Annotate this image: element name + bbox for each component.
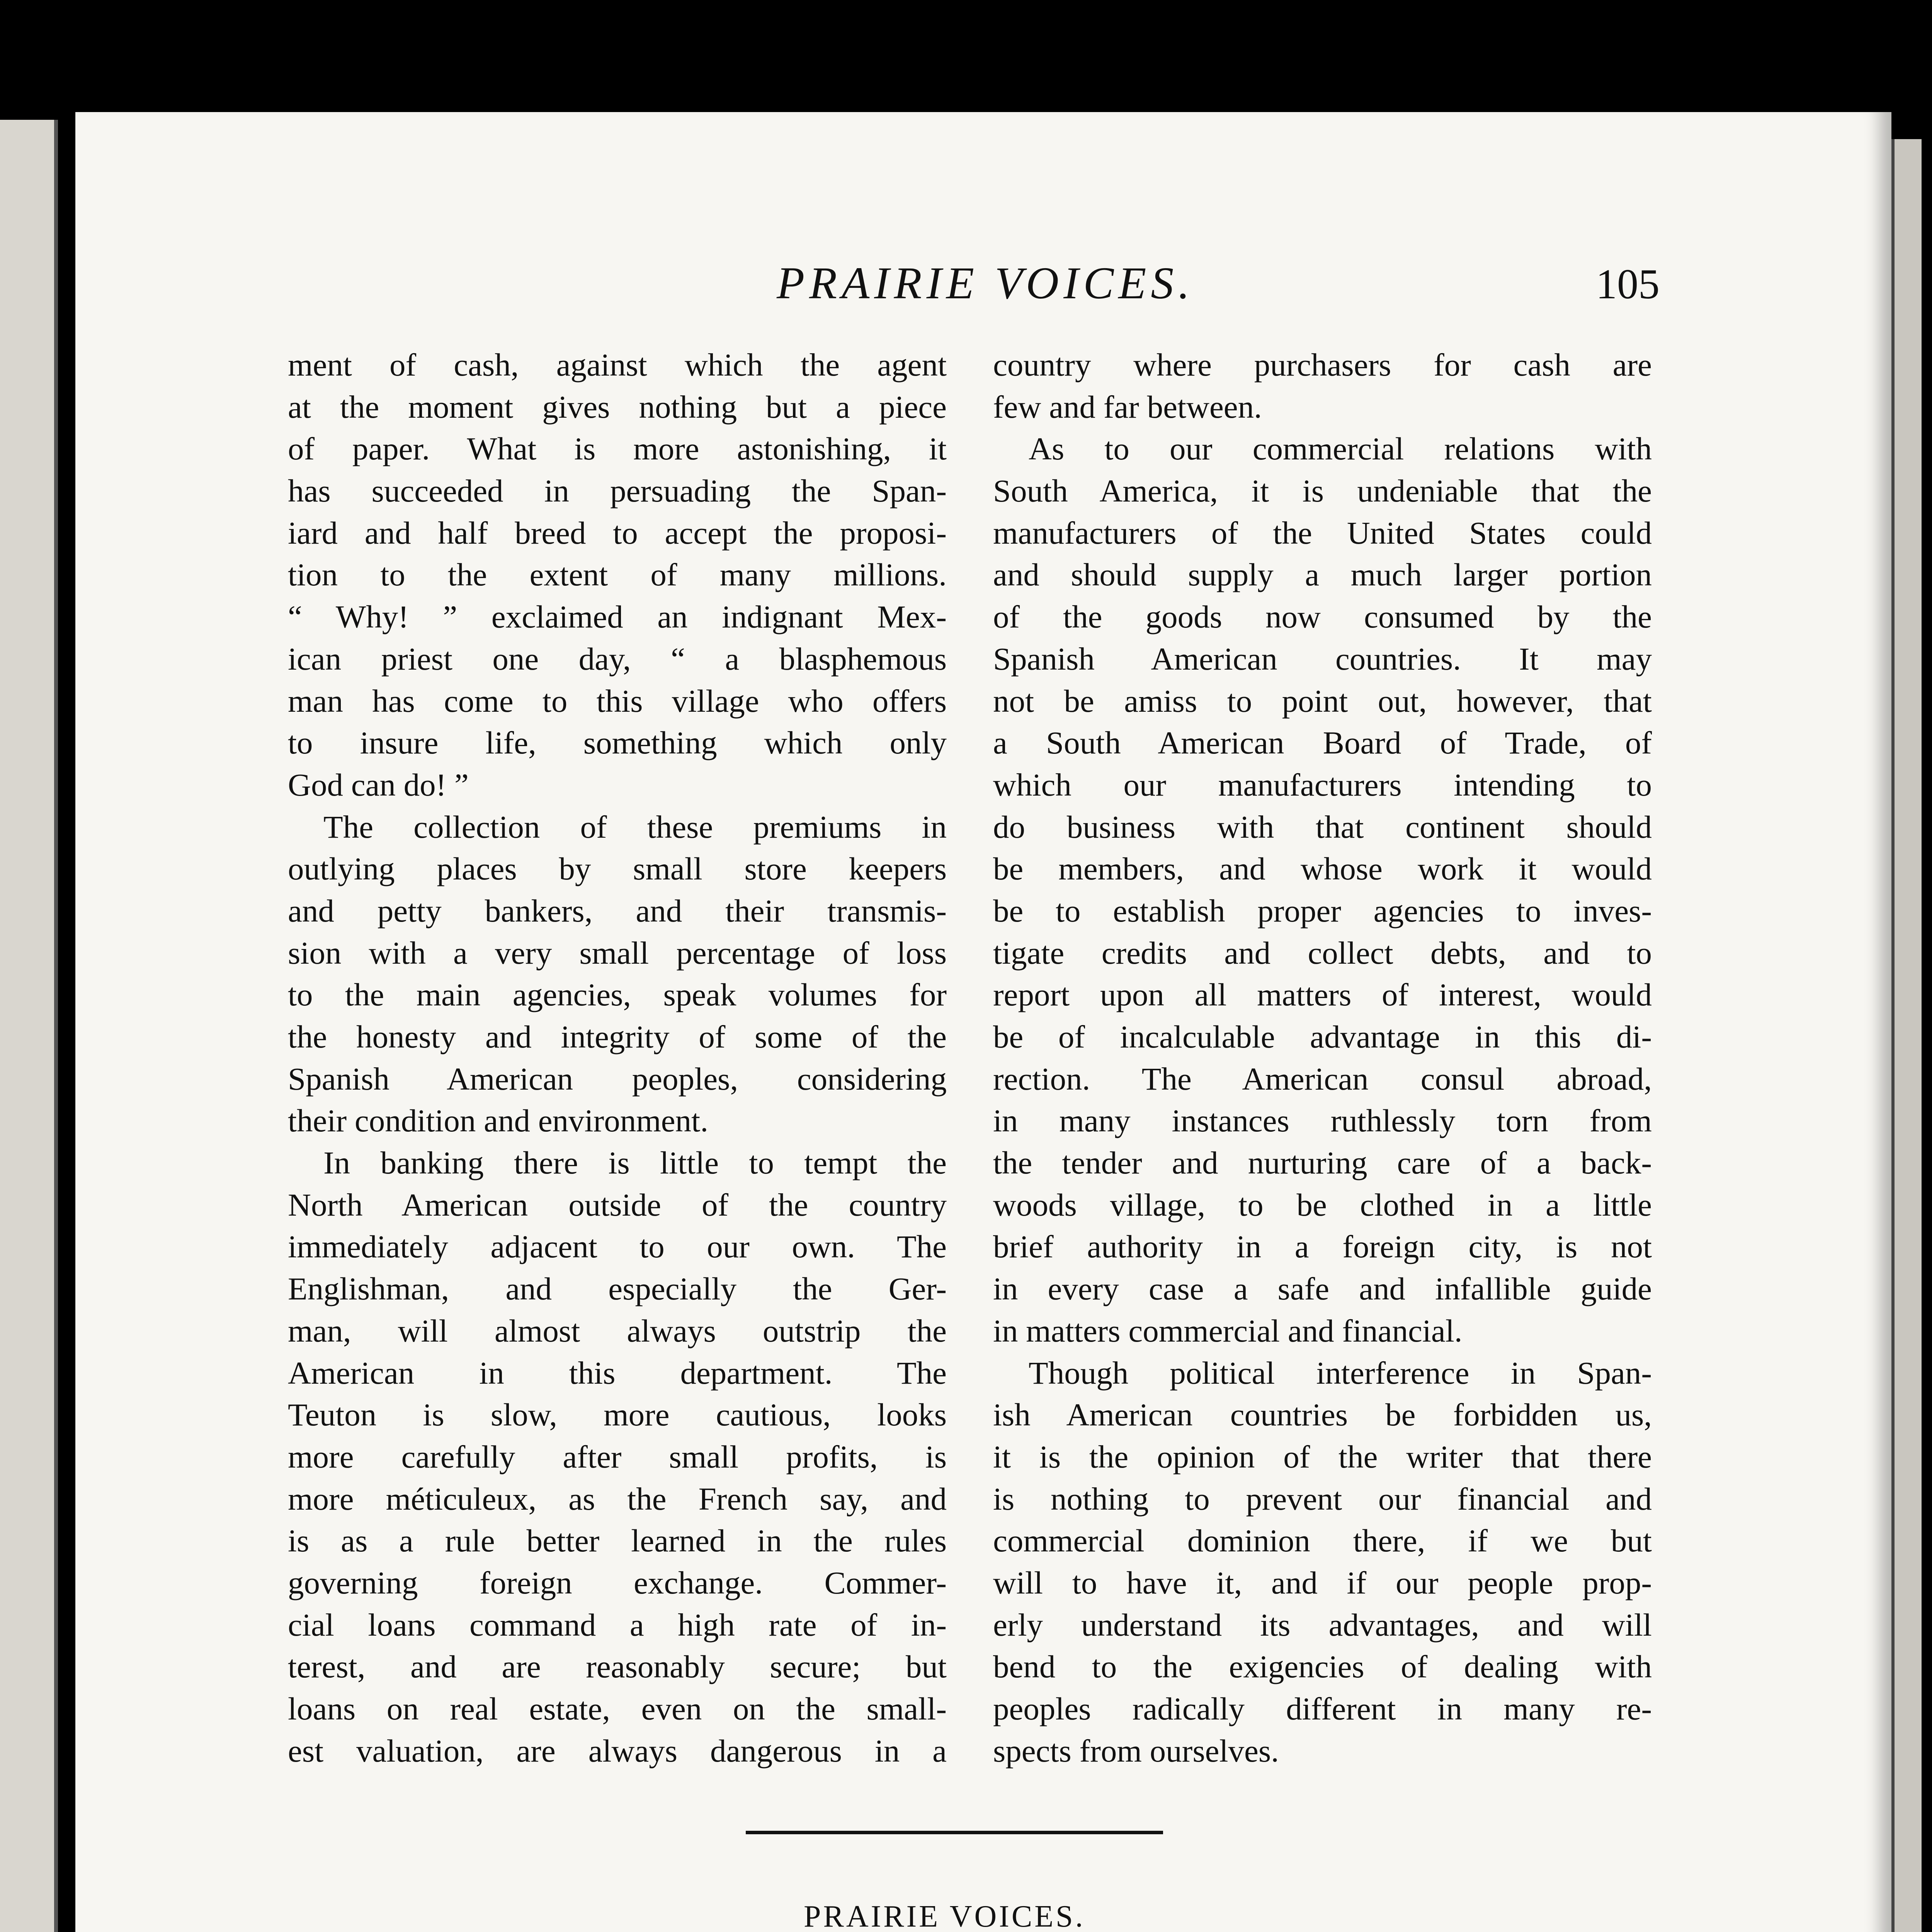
text-line: in matters commercial and financial. — [993, 1313, 1463, 1349]
facing-page-edge — [0, 120, 58, 1932]
text-line: to the main agencies, speak volumes for — [288, 977, 947, 1013]
text-line: In banking there is little to tempt the — [323, 1145, 947, 1181]
text-line: As to our commercial relations with — [1029, 431, 1652, 467]
text-line: Though political interference in Span- — [1029, 1355, 1652, 1391]
text-line: peoples radically different in many re- — [993, 1691, 1652, 1726]
text-line: not be amiss to point out, however, that — [993, 683, 1652, 719]
text-line: ish American countries be forbidden us, — [993, 1397, 1652, 1433]
text-line: ican priest one day, “ a blasphemous — [288, 641, 947, 677]
text-line: the honesty and integrity of some of the — [288, 1019, 947, 1054]
text-line: be members, and whose work it would — [993, 851, 1652, 887]
running-head: PRAIRIE VOICES. — [777, 258, 1194, 308]
text-line: iard and half breed to accept the proposi- — [288, 515, 947, 551]
text-line: report upon all matters of interest, would — [993, 977, 1652, 1013]
page-number: 105 — [1596, 260, 1660, 308]
text-line: it is the opinion of the writer that there — [993, 1439, 1652, 1475]
text-line: country where purchasers for cash are — [993, 347, 1652, 383]
text-line: more carefully after small profits, is — [288, 1439, 947, 1475]
text-line: is nothing to prevent our financial and — [993, 1481, 1652, 1517]
text-line: sion with a very small percentage of loss — [288, 935, 947, 971]
text-line: Teuton is slow, more cautious, looks — [288, 1397, 947, 1433]
right-text-column — [993, 344, 1652, 1772]
text-line: to insure life, something which only — [288, 725, 947, 761]
text-line: immediately adjacent to our own. The — [288, 1229, 947, 1265]
text-line: rection. The American consul abroad, — [993, 1061, 1652, 1097]
text-line: est valuation, are always dangerous in a — [288, 1733, 947, 1769]
text-line: woods village, to be clothed in a little — [993, 1187, 1652, 1223]
poem-title: PRAIRIE VOICES. — [804, 1900, 1085, 1932]
text-line: man has come to this village who offers — [288, 683, 947, 719]
text-line: their condition and environment. — [288, 1103, 708, 1139]
text-line: loans on real estate, even on the small- — [288, 1691, 947, 1726]
text-line: The collection of these premiums in — [323, 809, 947, 845]
text-line: and petty bankers, and their transmis- — [288, 893, 947, 929]
text-line: has succeeded in persuading the Span- — [288, 473, 947, 509]
text-line: Englishman, and especially the Ger- — [288, 1271, 947, 1307]
text-line: South America, it is undeniable that the — [993, 473, 1652, 509]
text-line: will to have it, and if our people prop- — [993, 1565, 1652, 1600]
text-line: outlying places by small store keepers — [288, 851, 947, 887]
text-line: is as a rule better learned in the rules — [288, 1523, 947, 1559]
text-line: which our manufacturers intending to — [993, 767, 1652, 803]
text-line: Spanish American countries. It may — [993, 641, 1652, 677]
text-line: more méticuleux, as the French say, and — [288, 1481, 947, 1517]
text-line: brief authority in a foreign city, is not — [993, 1229, 1652, 1265]
text-line: in many instances ruthlessly torn from — [993, 1103, 1652, 1139]
text-line: governing foreign exchange. Commer- — [288, 1565, 947, 1600]
text-line: commercial dominion there, if we but — [993, 1523, 1652, 1559]
text-line: American in this department. The — [288, 1355, 947, 1391]
text-line: tion to the extent of many millions. — [288, 557, 947, 593]
text-line: ment of cash, against which the agent — [288, 347, 947, 383]
text-line: be of incalculable advantage in this di- — [993, 1019, 1652, 1054]
text-line: at the moment gives nothing but a piece — [288, 389, 947, 425]
text-line: Spanish American peoples, considering — [288, 1061, 947, 1097]
section-divider — [746, 1831, 1163, 1834]
text-line: tigate credits and collect debts, and to — [993, 935, 1652, 971]
text-line: bend to the exigencies of dealing with — [993, 1649, 1652, 1685]
text-line: terest, and are reasonably secure; but — [288, 1649, 947, 1685]
left-text-column — [288, 344, 947, 1772]
text-line: spects from ourselves. — [993, 1733, 1279, 1769]
text-line: do business with that continent should — [993, 809, 1652, 845]
text-line: erly understand its advantages, and will — [993, 1607, 1652, 1643]
text-line: be to establish proper agencies to inves- — [993, 893, 1652, 929]
text-line: few and far between. — [993, 389, 1262, 425]
text-line: man, will almost always outstrip the — [288, 1313, 947, 1349]
text-line: of the goods now consumed by the — [993, 599, 1652, 635]
text-line: of paper. What is more astonishing, it — [288, 431, 947, 467]
text-line: “ Why! ” exclaimed an indignant Mex- — [288, 599, 947, 635]
text-line: North American outside of the country — [288, 1187, 947, 1223]
text-line: cial loans command a high rate of in- — [288, 1607, 947, 1643]
text-line: a South American Board of Trade, of — [993, 725, 1652, 761]
text-line: and should supply a much larger portion — [993, 557, 1652, 593]
text-line: manufacturers of the United States could — [993, 515, 1652, 551]
text-line: the tender and nurturing care of a back- — [993, 1145, 1652, 1181]
text-line: in every case a safe and infallible guide — [993, 1271, 1652, 1307]
text-line: God can do! ” — [288, 767, 469, 803]
page-stack-edge — [1891, 139, 1922, 1932]
